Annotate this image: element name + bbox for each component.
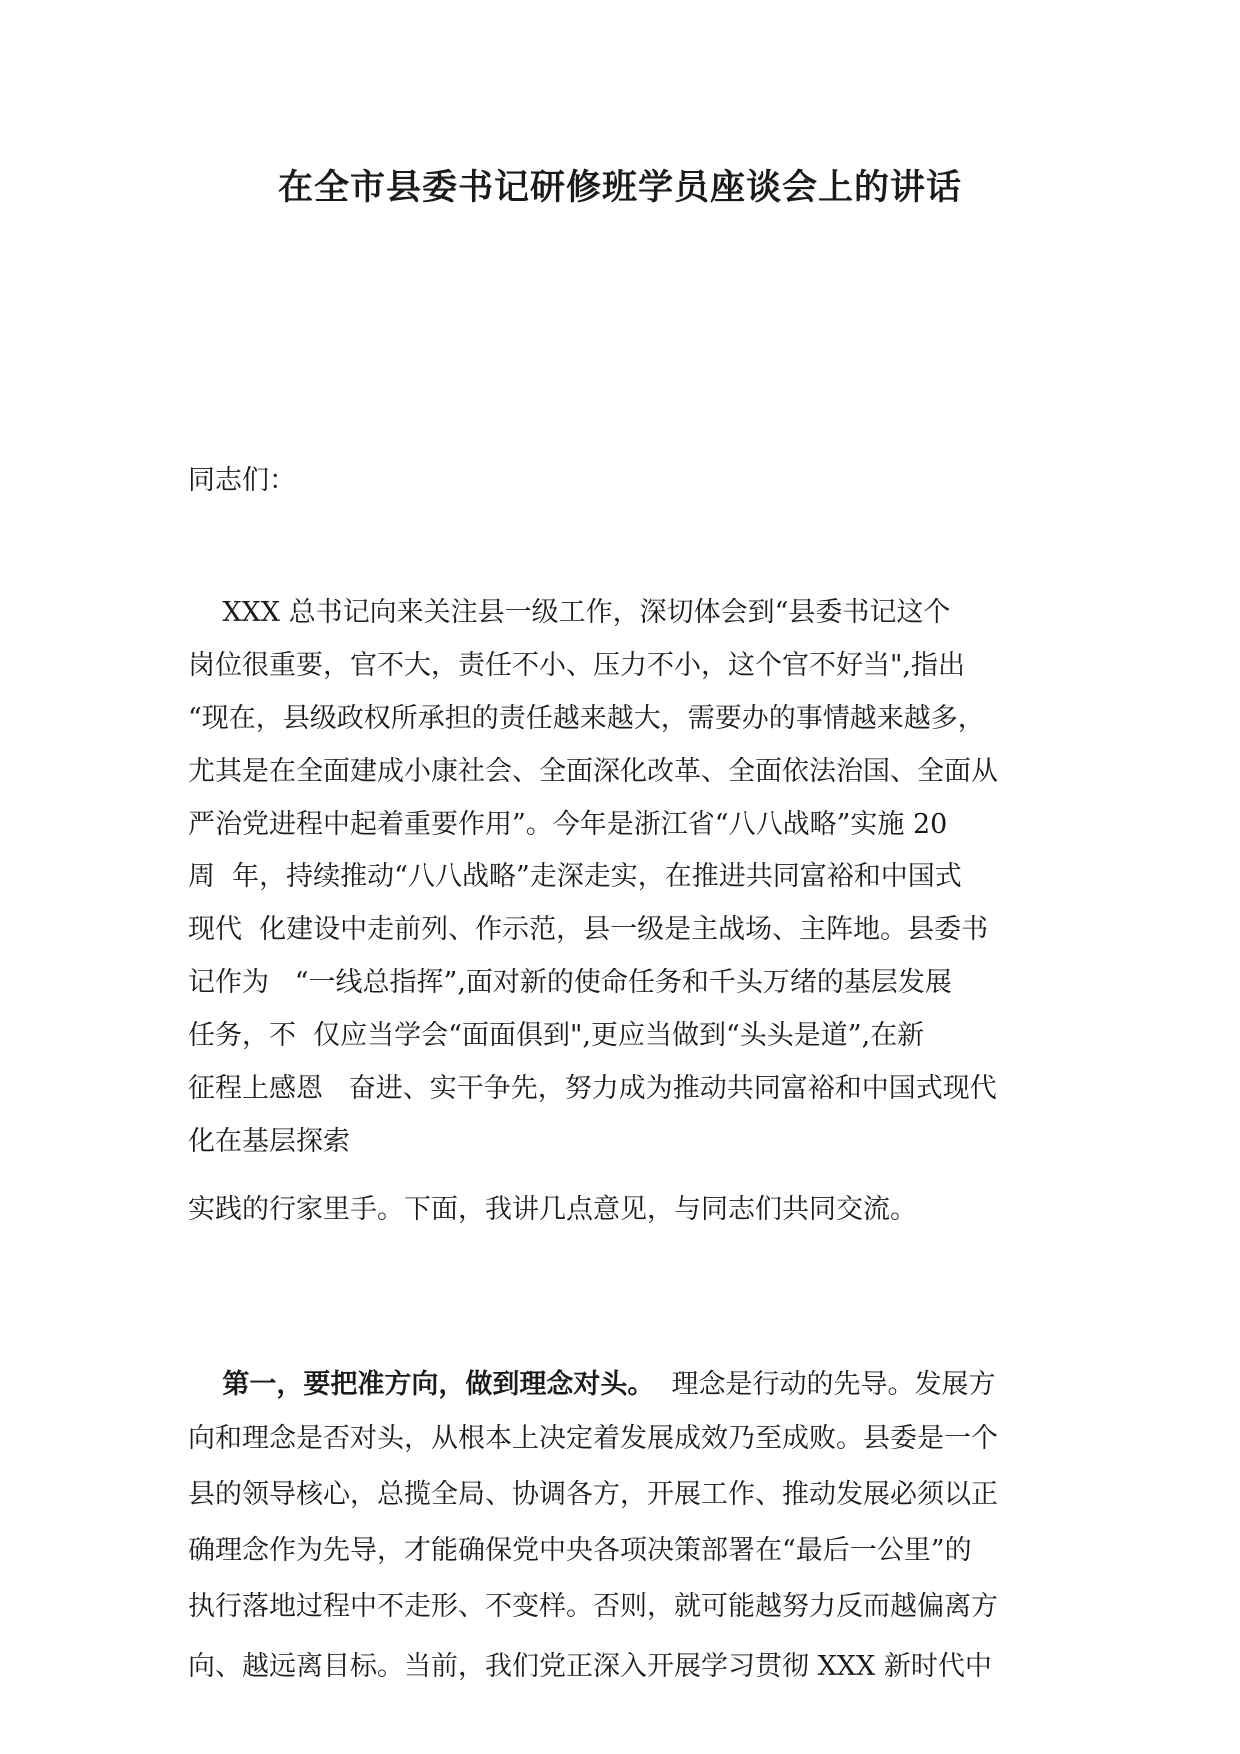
page-title: 在全市县委书记研修班学员座谈会上的讲话 xyxy=(277,168,962,208)
section1-line: 确理念作为先导，才能确保党中央各项决策部署在“最后一公里”的 xyxy=(188,1535,972,1566)
section1-first-line-rest: 理念是行动的先导。发展方 xyxy=(654,1369,996,1400)
para1-line: 化在基层探索 xyxy=(188,1126,350,1157)
section1-line: 向和理念是否对头，从根本上决定着发展成效乃至成败。县委是一个 xyxy=(188,1423,998,1454)
para1-line: XXX 总书记向来关注县一级工作，深切体会到“县委书记这个 xyxy=(188,597,951,628)
section1-heading: 第一，要把准方向，做到理念对头。 xyxy=(222,1369,655,1400)
para1-line: 严治党进程中起着重要作用”。今年是浙江省“八八战略”实施 20 xyxy=(188,809,948,840)
para1-line: 周 年，持续推动“八八战略”走深走实，在推进共同富裕和中国式 xyxy=(188,861,962,892)
section1-line: 向、越远离目标。当前，我们党正深入开展学习贯彻 XXX 新时代中 xyxy=(188,1651,992,1682)
para1-tail: 实践的行家里手。下面，我讲几点意见，与同志们共同交流。 xyxy=(188,1194,917,1225)
section1-first-line xyxy=(188,1368,996,1402)
section1-line: 执行落地过程中不走形、不变样。否则，就可能越努力反而越偏离方 xyxy=(188,1591,998,1622)
salutation: 同志们： xyxy=(188,465,296,496)
para1-line: 现代 化建设中走前列、作示范，县一级是主战场、主阵地。县委书 xyxy=(188,914,989,945)
section1-line: 县的领导核心，总揽全局、协调各方，开展工作、推动发展必须以正 xyxy=(188,1479,998,1510)
para1-line: 记作为 “一线总指挥”,面对新的使命任务和千头万绪的基层发展 xyxy=(188,967,952,998)
para1-line: “现在，县级政权所承担的责任越来越大，需要办的事情越来越多， xyxy=(188,703,985,734)
para1-line: 尤其是在全面建成小康社会、全面深化改革、全面依法治国、全面从 xyxy=(188,756,998,787)
para1-line: 岗位很重要，官不大，责任不小、压力不小，这个官不好当",指出 xyxy=(188,650,966,681)
para1-line: 征程上感恩 奋进、实干争先，努力成为推动共同富裕和中国式现代 xyxy=(188,1073,997,1104)
para1-line: 任务，不 仅应当学会“面面俱到",更应当做到“头头是道”,在新 xyxy=(188,1020,925,1051)
